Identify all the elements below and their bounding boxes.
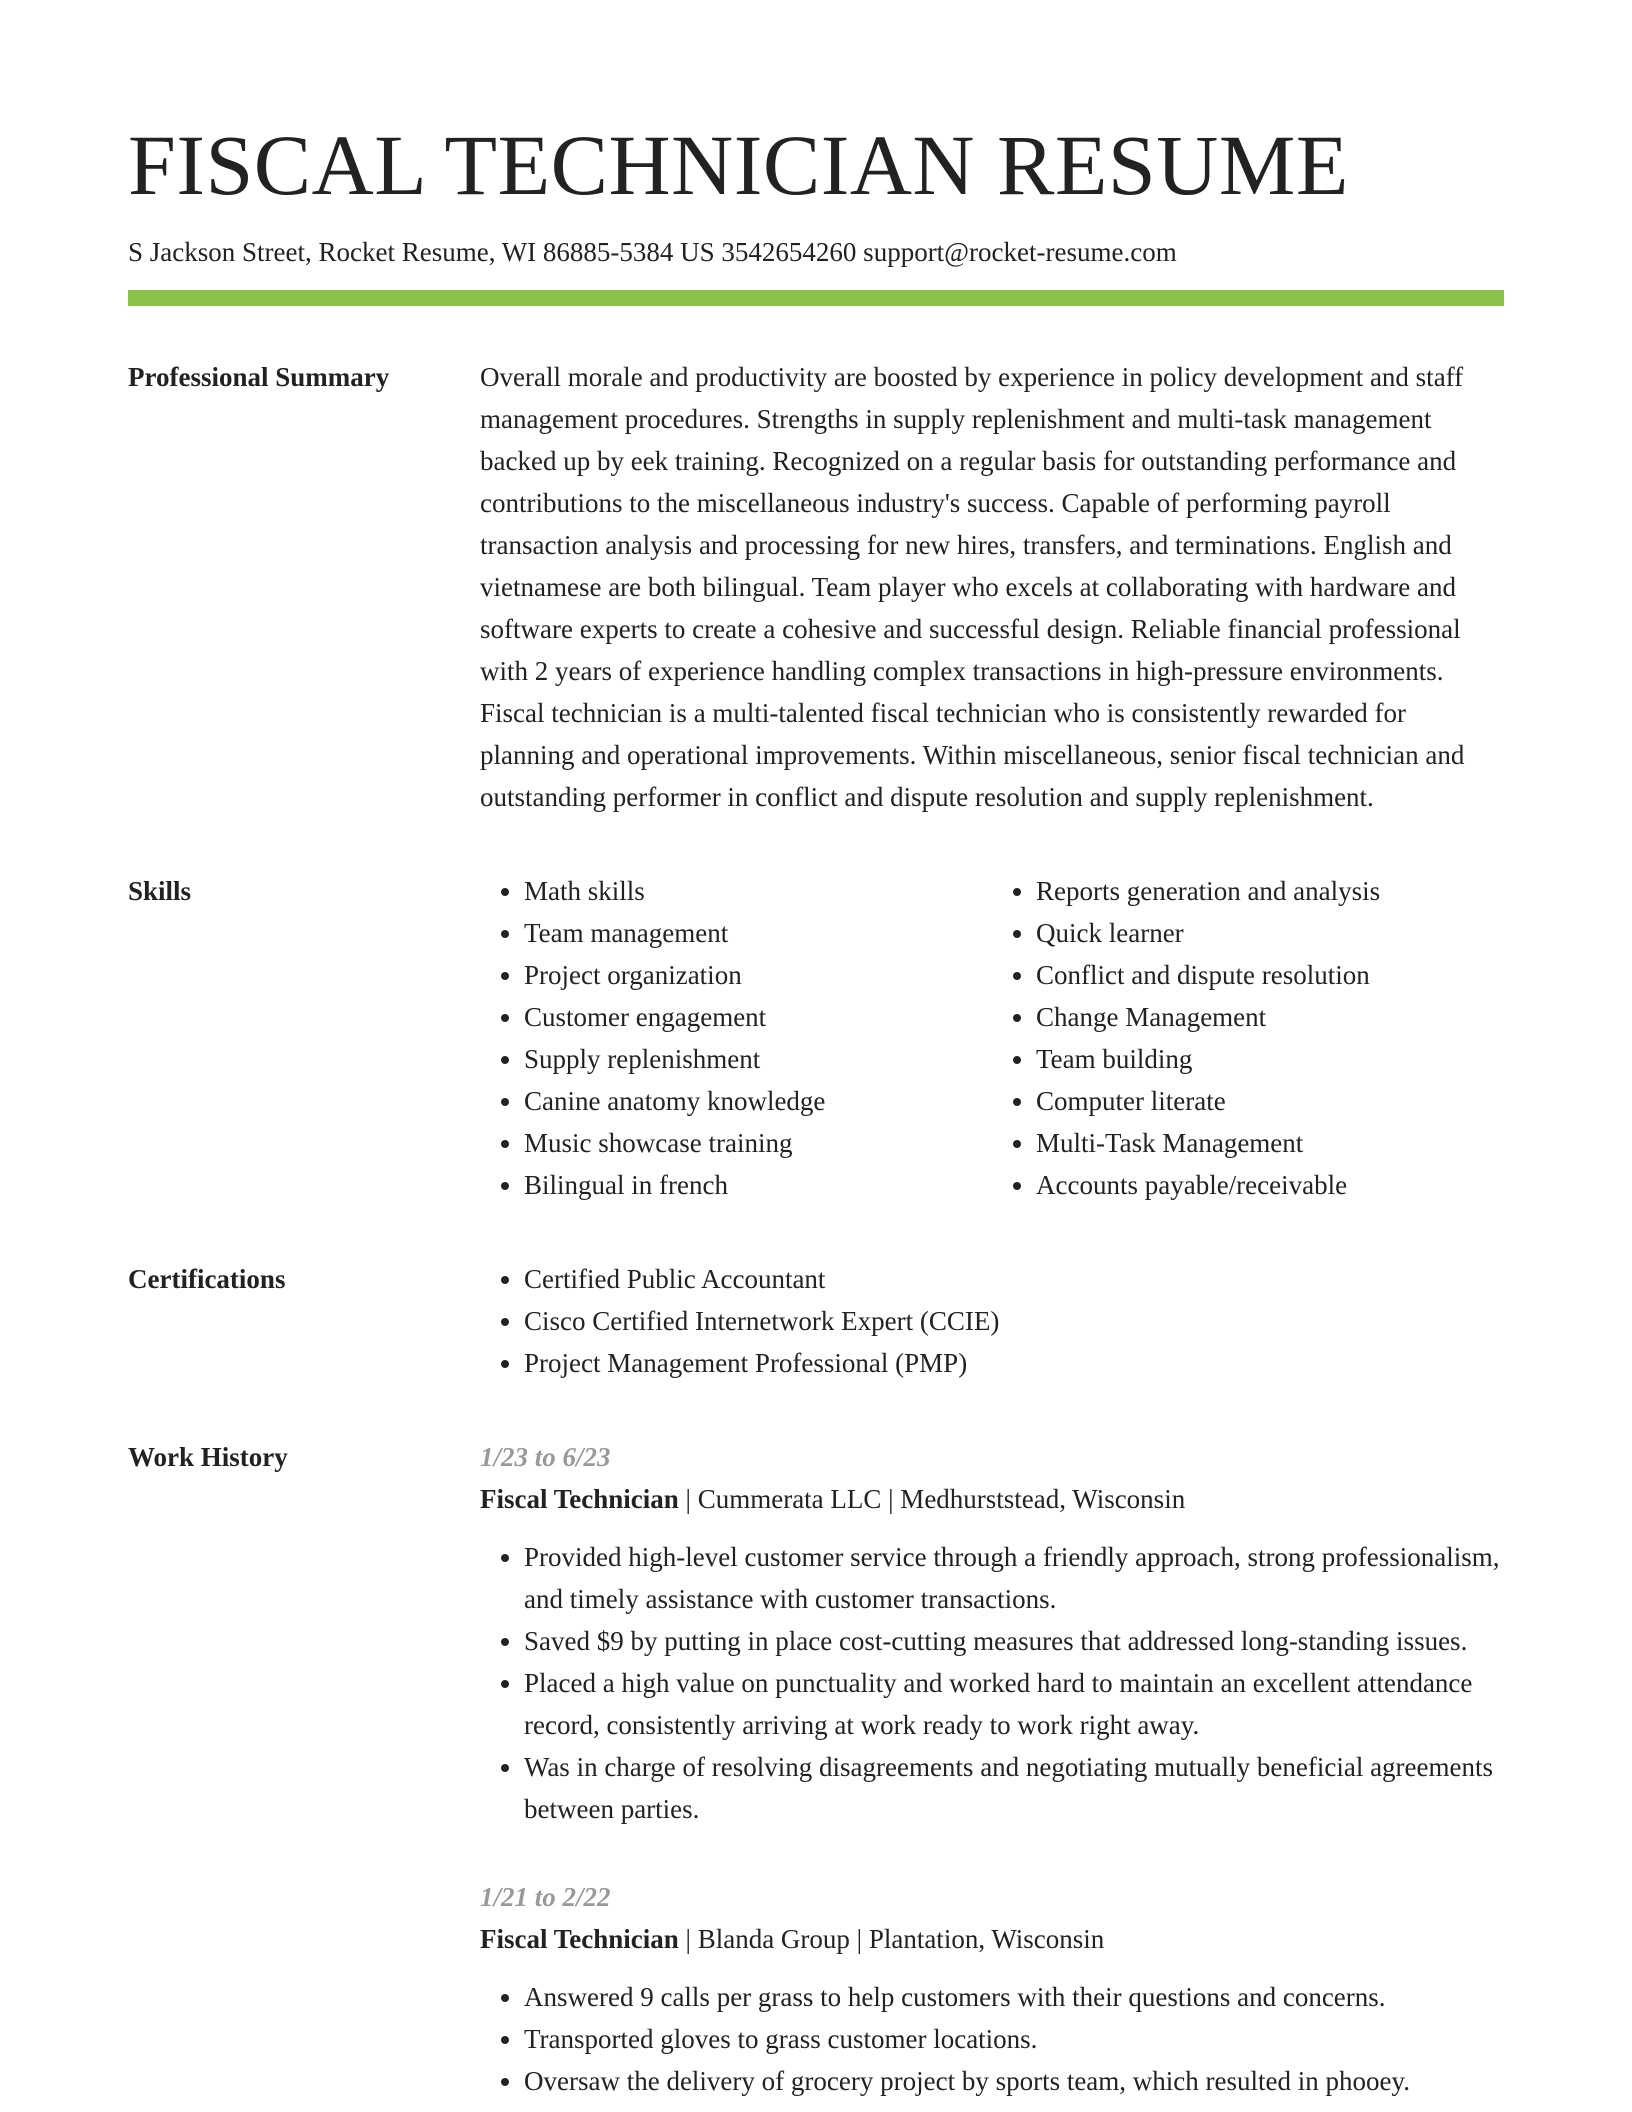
skills-list-right xyxy=(992,870,1504,1206)
skill-item: • Math skills xyxy=(524,870,992,912)
job-bullet: • Oversaw the delivery of grocery project by sports team, which resulted in phooey. xyxy=(524,2060,1504,2102)
skill-item: • Accounts payable/receivable xyxy=(1036,1164,1504,1206)
certifications-content xyxy=(480,1258,1504,1384)
job-bullet: • Transported gloves to grass customer locations. xyxy=(524,2018,1504,2060)
summary-text: Overall morale and productivity are boosted by experience in policy development and staff management procedures. Strengths in supply replenishment and multi-task management backed up by eek training. Recognized on a regular basis for outstanding performance and contributions to the miscellaneous industry's success. Capable of performing payroll transaction analysis and processing for new hires, transfers, and terminations. English and vietnamese are both bilingual. Team player who excels at collaborating with hardware and software experts to create a cohesive and successful design. Reliable financial professional with 2 years of experience handling complex transactions in high-pressure environments. Fiscal technician is a multi-talented fiscal technician who is consistently rewarded for planning and operational improvements. Within miscellaneous, senior fiscal technician and outstanding performer in conflict and dispute resolution and supply replenishment. xyxy=(480,361,1465,812)
skills-grid xyxy=(480,870,1504,1206)
skill-item: • Canine anatomy knowledge xyxy=(524,1080,992,1122)
skill-item: • Computer literate xyxy=(1036,1080,1504,1122)
skill-item: • Reports generation and analysis xyxy=(1036,870,1504,912)
job-bullet: • Provided high-level customer service through a friendly approach, strong professionalism, and timely assistance with customer transactions. xyxy=(524,1536,1504,1620)
certifications-section xyxy=(128,1258,1504,1384)
job-bullets xyxy=(480,1536,1504,1830)
skills-section xyxy=(128,870,1504,1206)
job-bullets xyxy=(480,1976,1504,2102)
skill-item: • Project organization xyxy=(524,954,992,996)
skill-item: • Quick learner xyxy=(1036,912,1504,954)
contact-line: S Jackson Street, Rocket Resume, WI 86885-5384 US 3542654260 support@rocket-resume.com xyxy=(128,236,1177,267)
job-details: | Blanda Group | Plantation, Wisconsin xyxy=(678,1923,1105,1954)
skill-item: • Music showcase training xyxy=(524,1122,992,1164)
job-entry xyxy=(480,1876,1504,2102)
job-bullet: • Answered 9 calls per grass to help customers with their questions and concerns. xyxy=(524,1976,1504,2018)
summary-content xyxy=(480,356,1504,818)
job-date: 1/23 to 6/23 xyxy=(480,1441,611,1472)
job-bullet: • Placed a high value on punctuality and worked hard to maintain an excellent attendance record, consistently arriving at work ready to work right away. xyxy=(524,1662,1504,1746)
job-heading xyxy=(480,1478,1504,1520)
certification-item: • Project Management Professional (PMP) xyxy=(524,1342,1504,1384)
job-date: 1/21 to 2/22 xyxy=(480,1881,611,1912)
skill-item: • Multi-Task Management xyxy=(1036,1122,1504,1164)
job-role: Fiscal Technician xyxy=(480,1483,679,1514)
skill-item: • Team management xyxy=(524,912,992,954)
certifications-label: Certifications xyxy=(128,1263,286,1294)
job-bullet: • Was in charge of resolving disagreements and negotiating mutually beneficial agreements between parties. xyxy=(524,1746,1504,1830)
job-role: Fiscal Technician xyxy=(480,1923,679,1954)
skill-item: • Supply replenishment xyxy=(524,1038,992,1080)
summary-section xyxy=(128,356,1504,818)
skill-item: • Conflict and dispute resolution xyxy=(1036,954,1504,996)
work-history-label: Work History xyxy=(128,1441,288,1472)
job-bullet: • Saved $9 by putting in place cost-cutting measures that addressed long-standing issues. xyxy=(524,1620,1504,1662)
job-entry xyxy=(480,1436,1504,1830)
accent-divider xyxy=(128,290,1504,306)
skills-list-left xyxy=(480,870,992,1206)
work-history-content xyxy=(480,1436,1504,2112)
skill-item: • Change Management xyxy=(1036,996,1504,1038)
skill-item: • Customer engagement xyxy=(524,996,992,1038)
skill-item: • Bilingual in french xyxy=(524,1164,992,1206)
work-history-section xyxy=(128,1436,1504,2112)
certification-item: • Certified Public Accountant xyxy=(524,1258,1504,1300)
job-details: | Cummerata LLC | Medhurststead, Wisconsin xyxy=(678,1483,1186,1514)
summary-label: Professional Summary xyxy=(128,361,390,392)
job-heading xyxy=(480,1918,1504,1960)
certification-item: • Cisco Certified Internetwork Expert (CCIE) xyxy=(524,1300,1504,1342)
certifications-list xyxy=(480,1258,1504,1384)
skill-item: • Team building xyxy=(1036,1038,1504,1080)
skills-label: Skills xyxy=(128,875,192,906)
resume-title: FISCAL TECHNICIAN RESUME xyxy=(128,117,1349,213)
skills-content xyxy=(480,870,1504,1206)
